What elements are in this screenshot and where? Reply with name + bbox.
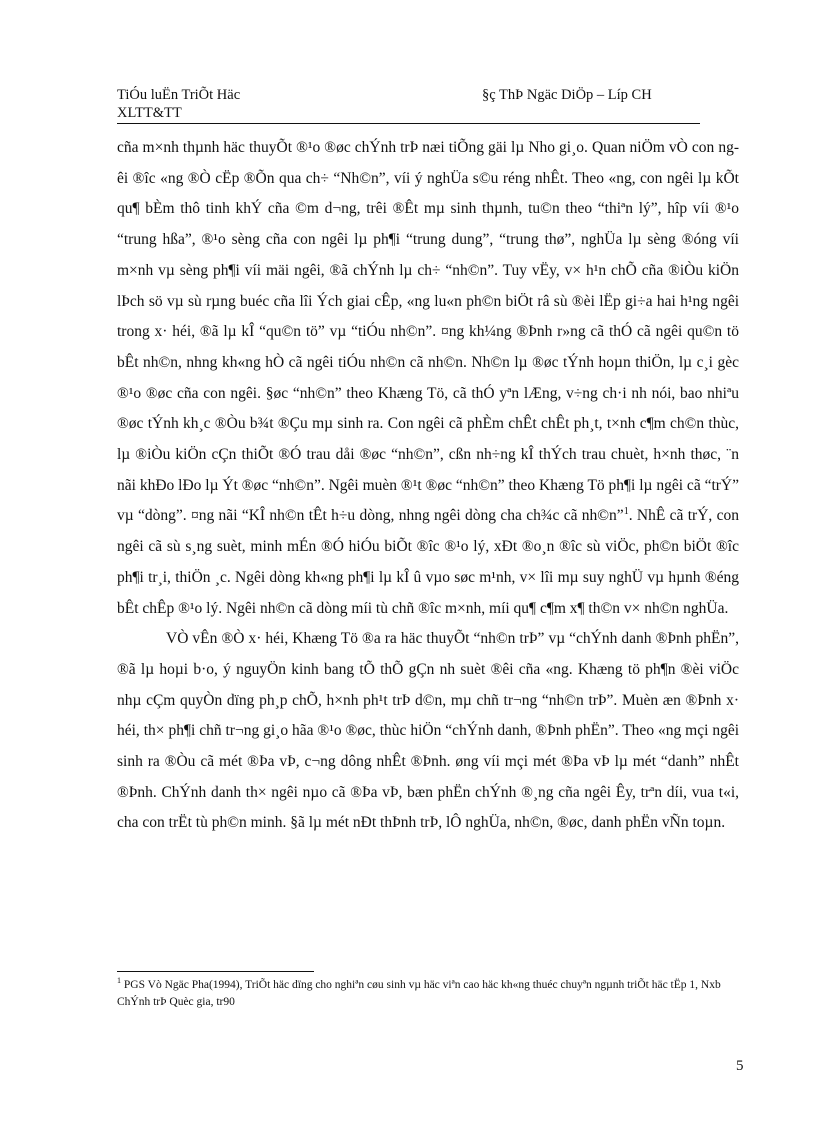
header-subtitle: XLTT&TT [117,105,182,121]
header-author: §ç ThÞ Ngäc DiÖp – Líp CH [482,87,652,103]
page-number: 5 [736,1058,744,1074]
paragraph-1 [117,133,739,624]
body-text [117,133,739,839]
paragraph-1-text: cña m×nh thµnh häc thuyÕt ®¹o ®øc chÝnh trÞ næi tiÕng gäi lµ Nho gi¸o. Quan niÖm vÒ con ngêi ®îc «ng ®Ò cËp ®Õn qua ch÷ “Nh©n”, víi ý nghÜa s©u réng nhÊt. Theo «ng, con ngêi lµ kÕt qu¶ bÈm thô tinh khÝ cña ©m d¬ng, trêi ®Êt mµ sinh thµnh, tu©n theo “thiªn lý”, hîp víi ®¹o “trung hßa”, ®¹o sèng cña con ngêi lµ ph¶i “trung dung”, “trung thø”, nghÜa lµ sèng ®óng víi m×nh vµ sèng ph¶i víi mäi ngêi, ®ã chÝnh lµ ch÷ “nh©n”. Tuy vËy, v× h¹n chÕ cña ®iÒu kiÖn lÞch sö vµ sù rµng buéc cña lîi Ých giai cÊp, «ng lu«n ph©n biÖt râ sù ®èi lËp gi÷a hai h¹ng ngêi trong x· héi, ®ã lµ kÎ “qu©n tö” vµ “tiÓu nh©n”. ¤ng kh¼ng ®Þnh r»ng cã thÓ cã ngêi qu©n tö bÊt nh©n, nhng kh«ng hÒ cã ngêi tiÓu nh©n cã nh©n. Nh©n lµ ®øc tÝnh hoµn thiÖn, lµ c¸i gèc ®¹o ®øc cña con ngêi. §øc “nh©n” theo Khæng Tö, cã thÓ yªn lÆng, v÷ng ch·i nh nói, bao nhiªu ®øc tÝnh kh¸c ®Òu b¾t ®Çu mµ sinh ra. Con ngêi cã phÈm chÊt chÊt ph¸t, t×nh c¶m ch©n thùc, lµ ®iÒu kiÖn cÇn thiÕt ®Ó trau dåi ®øc “nh©n”, cßn nh÷ng kÎ thÝch trau chuèt, h×nh thøc, ¨n nãi khÐo lÐo lµ Ýt ®øc “nh©n”. Ngêi muèn ®¹t ®øc “nh©n” theo Khæng Tö ph¶i lµ ngêi cã “trÝ” vµ “dòng”. ¤ng nãi “KÎ nh©n tÊt h÷u dòng, nhng ngêi dòng cha ch¾c cã nh©n” [117,139,739,525]
header-left [117,86,240,122]
footnote-reference: 1 [623,506,629,518]
footnote [117,977,739,1011]
header-title: TiÓu luËn TriÕt Häc [117,87,241,103]
paragraph-1-end: . NhÊ cã trÝ, con ngêi cã sù s¸ng suèt, minh mÉn ®Ó hiÓu biÕt ®îc ®¹o lý, xÐt ®o¸n ®îc sù viÖc, ph©n biÖt ®îc ph¶i tr¸i, thiÖn ¸c. Ngêi dòng kh«ng ph¶i lµ kÎ û vµo søc m¹nh, v× lîi mµ suy nghÜ vµ hµnh ®éng bÊt chÊp ®¹o lý. Ngêi nh©n cã dòng míi tù chñ ®îc m×nh, míi qu¶ c¶m x¶ th©n v× nh©n nghÜa. [117,507,739,617]
footnote-divider [117,971,314,972]
footnote-marker: 1 [117,976,121,986]
footnote-text: PGS Vò Ngäc Pha(1994), TriÕt häc dïng cho nghiªn cøu sinh vµ häc viªn cao häc kh«ng thuéc chuyªn ngµnh triÕt häc tËp 1, Nxb ChÝnh trÞ Quèc gia, tr90 [117,979,721,1008]
header-divider [117,123,700,124]
paragraph-2: VÒ vÊn ®Ò x· héi, Khæng Tö ®a ra häc thuyÕt “nh©n trÞ” vµ “chÝnh danh ®Þnh phËn”, ®ã lµ hoµi b·o, ý nguyÖn kinh bang tÕ thÕ gÇn nh suèt ®êi cña «ng. Khæng tö ph¶n ®èi viÖc nhµ cÇm quyÒn dïng ph¸p chÕ, h×nh ph¹t trÞ d©n, mµ chñ tr¬ng “nh©n trÞ”. Muèn æn ®Þnh x· héi, th× ph¶i chñ tr¬ng gi¸o hãa ®¹o ®øc, thùc hiÖn “chÝnh danh, ®Þnh phËn”. Theo «ng mçi ngêi sinh ra ®Òu cã mét ®Þa vÞ, c¬ng dông nhÊt ®Þnh. øng víi mçi mét ®Þa vÞ lµ mét “danh” nhÊt ®Þnh. ChÝnh danh th× ngêi nµo cã ®Þa vÞ, bæn phËn chÝnh ®¸ng cña ngêi Êy, trªn díi, vua t«i, cha con trËt tù ph©n minh. §ã lµ mét nÐt thÞnh trÞ, lÔ nghÜa, nh©n, ®øc, danh phËn vÑn toµn. [117,630,739,832]
